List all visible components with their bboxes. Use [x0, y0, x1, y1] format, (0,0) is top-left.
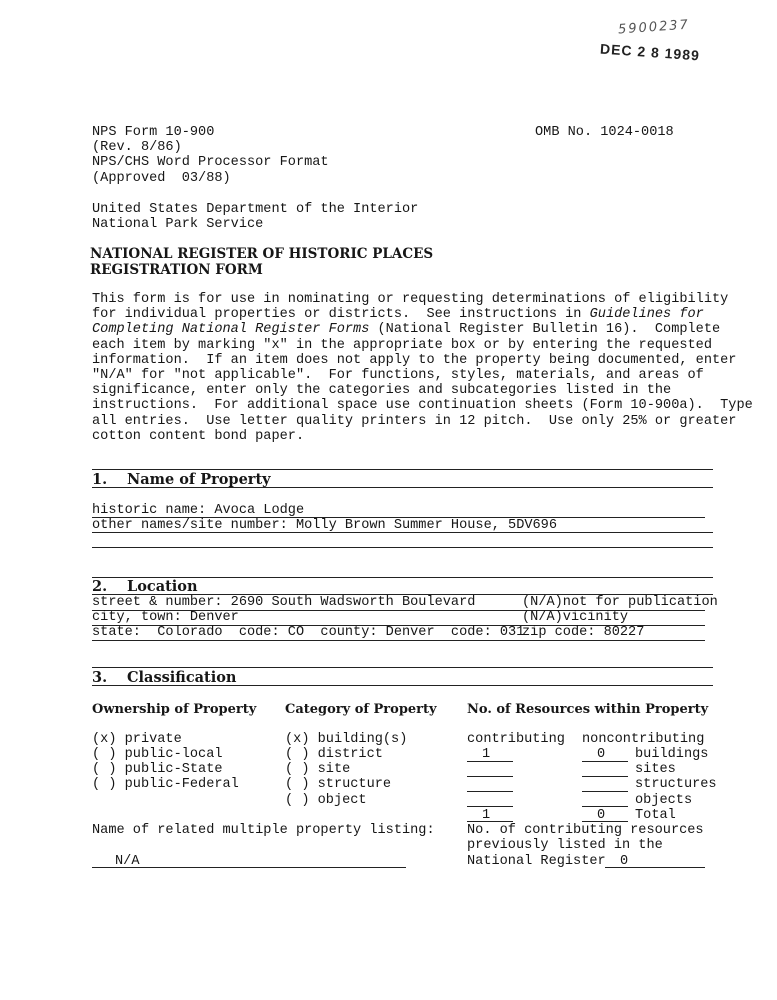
contributing-buildings: 1 [482, 747, 491, 762]
other-names-field: other names/site number: Molly Brown Summer House, 5DV696 [92, 518, 557, 533]
instructions-line-1: This form is for use in nominating or requesting determinations of eligibility [92, 292, 729, 307]
noncontributing-buildings: 0 [597, 747, 606, 762]
resource-label-objects: objects [635, 793, 693, 808]
instructions-line-2: for individual properties or districts. See instructions in Guidelines for [92, 307, 704, 323]
instructions-line-6: "N/A" for "not applicable". For functions, styles, materials, and areas of [92, 368, 704, 384]
section1-blank-line [92, 547, 713, 548]
resource-label-buildings: buildings [635, 747, 709, 762]
instructions-paragraph [92, 292, 753, 444]
form-approved: (Approved 03/88) [92, 171, 231, 186]
noncontributing-total-blank [582, 821, 628, 822]
omb-number: OMB No. 1024-0018 [535, 125, 674, 140]
form-number: NPS Form 10-900 [92, 125, 215, 140]
guidelines-title-part-1: Guidelines for [589, 307, 704, 323]
agency-line-2: National Park Service [92, 217, 264, 232]
category-district: ( ) district [285, 747, 383, 762]
section1-number: 1. [92, 471, 108, 488]
agency-line-1: United States Department of the Interior [92, 202, 419, 217]
section1-bottom-rule [92, 487, 713, 488]
previously-listed-line-1: No. of contributing resources [467, 823, 704, 838]
category-site: ( ) site [285, 762, 351, 777]
contributing-total: 1 [482, 808, 491, 823]
category-structure: ( ) structure [285, 777, 392, 792]
category-buildings: (x) building(s) [285, 732, 408, 747]
section2-number: 2. [92, 578, 108, 595]
date-received-stamp: DEC 2 8 1989 [599, 40, 701, 64]
instructions-line-7: significance, enter only the categories and subcategories listed in the [92, 383, 672, 399]
ownership-private: (x) private [92, 732, 182, 747]
state-underline [92, 640, 705, 641]
not-for-publication-field: (N/A)not for publication [522, 595, 718, 610]
noncontributing-structures-blank [582, 791, 628, 792]
previously-listed-underline [605, 867, 705, 868]
contributing-total-blank [467, 821, 513, 822]
section3-bottom-rule [92, 685, 713, 686]
category-heading: Category of Property [285, 702, 437, 717]
category-object: ( ) object [285, 793, 367, 808]
vicinity-field: (N/A)vicinity [522, 610, 629, 625]
contributing-buildings-blank [467, 761, 513, 762]
section1-title: Name of Property [127, 471, 271, 488]
historic-name-field: historic name: Avoca Lodge [92, 503, 305, 518]
instructions-line-4: each item by marking "x" in the appropriate box or by entering the requested [92, 337, 712, 353]
handwritten-reference-number: 5900237 [617, 17, 691, 38]
guidelines-title-part-2: Completing National Register Forms [92, 322, 370, 338]
resource-label-sites: sites [635, 762, 676, 777]
other-names-underline [92, 532, 713, 533]
contributing-structures-blank [467, 791, 513, 792]
form-format: NPS/CHS Word Processor Format [92, 155, 329, 170]
section2-title: Location [127, 578, 198, 595]
state-county-field: state: Colorado code: CO county: Denver code: 031 [92, 625, 525, 640]
previously-listed-line-2: previously listed in the [467, 838, 663, 853]
zip-code-field: zip code: 80227 [522, 625, 645, 640]
section3-number: 3. [92, 669, 108, 686]
form-title-2: REGISTRATION FORM [90, 262, 263, 278]
noncontributing-total: 0 [597, 808, 606, 823]
previously-listed-value: 0 [620, 854, 629, 869]
noncontributing-sites-blank [582, 776, 628, 777]
previously-listed-line-3: National Register [467, 854, 606, 869]
related-listing-underline [92, 867, 406, 868]
resource-label-total: Total [635, 808, 676, 823]
form-title-1: NATIONAL REGISTER OF HISTORIC PLACES [90, 246, 434, 262]
section3-title: Classification [127, 669, 237, 686]
section3-top-rule [92, 667, 713, 668]
contributing-objects-blank [467, 806, 513, 807]
instructions-line-3: Completing National Register Forms (National Register Bulletin 16). Complete [92, 322, 721, 338]
instructions-line-5: information. If an item does not apply to the property being documented, enter [92, 352, 737, 368]
form-revision: (Rev. 8/86) [92, 140, 182, 155]
resources-heading: No. of Resources within Property [467, 702, 709, 717]
instructions-line-9: all entries. Use letter quality printers in 12 pitch. Use only 25% or greater [92, 413, 737, 429]
noncontributing-objects-blank [582, 806, 628, 807]
noncontributing-heading: noncontributing [582, 732, 705, 747]
ownership-public-federal: ( ) public-Federal [92, 777, 239, 792]
ownership-heading: Ownership of Property [92, 702, 257, 717]
section1-top-rule [92, 469, 713, 470]
contributing-sites-blank [467, 776, 513, 777]
related-listing-label: Name of related multiple property listing: [92, 823, 435, 838]
street-number-field: street & number: 2690 South Wadsworth Boulevard [92, 595, 476, 610]
noncontributing-buildings-blank [582, 761, 628, 762]
contributing-heading: contributing [467, 732, 565, 747]
city-town-field: city, town: Denver [92, 610, 239, 625]
ownership-public-state: ( ) public-State [92, 762, 223, 777]
resource-label-structures: structures [635, 777, 717, 792]
instructions-line-10: cotton content bond paper. [92, 428, 305, 444]
ownership-public-local: ( ) public-local [92, 747, 223, 762]
related-listing-value: N/A [115, 854, 140, 869]
instructions-line-8: instructions. For additional space use continuation sheets (Form 10-900a). Type [92, 398, 753, 414]
